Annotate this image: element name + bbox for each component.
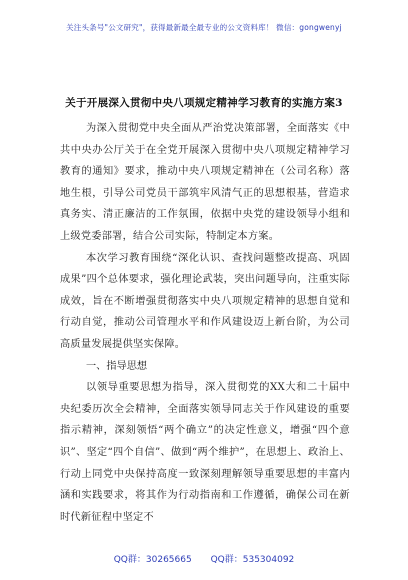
paragraph-intro: 为深入贯彻党中央全面从严治党决策部署，全面落实《中共中央办公厅关于在全党开展深入贯彻中央八项规定精神学习教育的通知》要求，推动中央八项规定精神在（公司名称）落地生根，引导公司党员干部筑牢风清气正的思想根基，营造求真务实、清正廉洁的工作氛围，依据中央党的建设领导小组和上级党委部署，结合公司实际，特制定本方案。 (60, 123, 350, 242)
footer-qq-group-2: QQ群：535304092 (210, 555, 295, 565)
document-body (60, 118, 350, 528)
footer-qq-groups (0, 552, 408, 565)
paragraph-requirements: 本次学习教育围绕“深化认识、查找问题整改提高、巩固成果”四个总体要求，强化理论武装，突出问题导向，注重实际成效，旨在不断增强贯彻落实中央八项规定精神的思想自觉和行动自觉，推动公司管理水平和作风建设迈上新台阶，为公司高质量发展提供坚实保障。 (60, 252, 350, 350)
paragraph-guiding-ideology: 以领导重要思想为指导，深入贯彻党的XX大和二十届中央纪委历次全会精神，全面落实领导同志关于作风建设的重要指示精神，深刻领悟“两个确立”的决定性意义，增强“四个意识”、坚定“四个自信”、做到“两个维护”，在思想上、政治上、行动上同党中央保持高度一致深刻理解领导重要思想的丰富内涵和实践要求，将其作为行动指南和工作遵循，确保公司在新时代新征程中坚定不 (60, 382, 350, 523)
section-heading: 一、指导思想 (86, 360, 148, 372)
header-banner: 关注头条号"公文研究"，获得最新最全最专业的公文资料库！ 微信：gongwenyj (66, 23, 342, 32)
footer-qq-group-1: QQ群：30265665 (113, 555, 192, 565)
document-title: 关于开展深入贯彻中央八项规定精神学习教育的实施方案3 (65, 97, 343, 109)
